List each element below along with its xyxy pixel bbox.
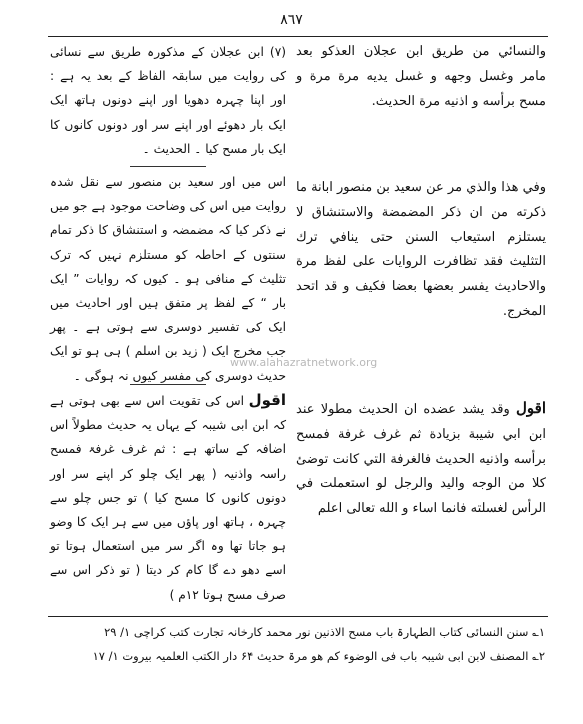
- arabic-paragraph-1: والنسائي من طريق ابن عجلان العذكو بعد مامر وغسل وجهه و غسل يديه مرة مرة و مسح برأسه و اذنيه مرة الحديث.: [296, 44, 546, 109]
- arabic-block-2: [296, 176, 546, 325]
- urdu-block-3: [50, 388, 286, 607]
- aqool-heading-arabic: اقول: [516, 399, 546, 417]
- arabic-paragraph-3: [296, 396, 546, 522]
- arabic-paragraph-3-text: وقد يشد عضده ان الحديث مطولا عند ابن ابي شيبة بزيادة ثم غرف غرفة فمسح برأسه واذنيه الحديث فالغرفة التي كانت توضئ كلا من الوجه واليد والرجل لو استعملت في الرأس لغسلته فانما اساء و الله تعالى اعلم: [296, 402, 546, 517]
- footnote-divider: [48, 616, 548, 617]
- section-divider-1: [130, 166, 206, 167]
- urdu-paragraph-3: [50, 388, 286, 607]
- aqool-heading-urdu: اقول: [248, 391, 286, 409]
- urdu-block-1: [50, 40, 286, 161]
- arabic-block-1: [296, 40, 546, 114]
- arabic-block-3: [296, 396, 546, 522]
- footnote-1: ۱؎ سنن النسائی کتاب الطہارۃ باب مسح الاذنین نور محمد کارخانہ تجارت کتب کراچی ۱/ ۲۹: [104, 625, 545, 639]
- page-number: ٨٦٧: [280, 12, 303, 28]
- top-divider: [48, 36, 548, 37]
- urdu-paragraph-2: اس میں اور سعید بن منصور سے نقل شدہ روایت میں اس کی وضاحت موجود ہے جو میں نے ذکر کیا کہ مضمضہ و استنشاق کا ذکر تمام سنتوں کے احاطہ کو مستلزم نہیں کہ ترک تثلیث کے منافی ہو ۔ کیوں کہ روایات ” ایک بار “ کے لفظ پر متفق ہیں اور احادیث میں ایک کی تفسیر دوسری سے ہوتی ہے ۔ پھر جب مخرج ایک ( زید بن اسلم ) ہی ہو تو ایک حدیث دوسری کی مفسر کیوں نہ ہوگی ۔: [50, 175, 286, 383]
- footnote-2: ۲؎ المصنف لابن ابی شیبہ باب فی الوضوء کم ھو مرۃ حدیث ۶۴ دار الکتب العلمیہ بیروت ۱/ ۱۷: [92, 649, 545, 663]
- arabic-paragraph-2: وفي هذا والذي مر عن سعيد بن منصور ابانة ما ذكرته من ان ذكر المضمضة والاستنشاق لا يستلزم استيعاب السنن حتى ينافي ترك التثليث فقد تظافرت الروايات على لفظ مرة والاحاديث يفسر بعضها بعضا فكيف و قد اتحد المخرج.: [296, 180, 546, 319]
- urdu-paragraph-1: (۷) ابن عجلان کے مذکورہ طریق سے نسائی کی روایت میں سابقہ الفاظ کے بعد یہ ہے : اور اپنا چہرہ دھویا اور اپنے دونوں ہاتھ ایک ایک بار دھوئے اور اپنے سر اور دونوں کانوں کا ایک بار مسح کیا ۔ الحدیث ۔: [50, 45, 286, 156]
- watermark: www.alahazratnetwork.org: [230, 356, 378, 369]
- urdu-paragraph-3-text: اس کی تقویت اس سے بھی ہوتی ہے کہ ابن ابی شیبہ کے یہاں یہ حدیث مطولاً اس اضافہ کے ساتھ ہے : ثم غرف غرفۃ فمسح راسہ واذنیہ ( پھر ایک چلو کر اپنے سر اور دونوں کانوں کا مسح کیا ) تو جس چلو سے چہرہ ، ہاتھ اور پاؤں میں سے ہر ایک کا وضو ہو جاتا تھا وہ اگر سر میں استعمال ہوتا تو اسے دھو دے گا کام کر دیتا ( تو ذکر اس سے صرف مسح ہوتا ۱۲م ): [50, 394, 286, 602]
- section-divider-2: [130, 384, 206, 385]
